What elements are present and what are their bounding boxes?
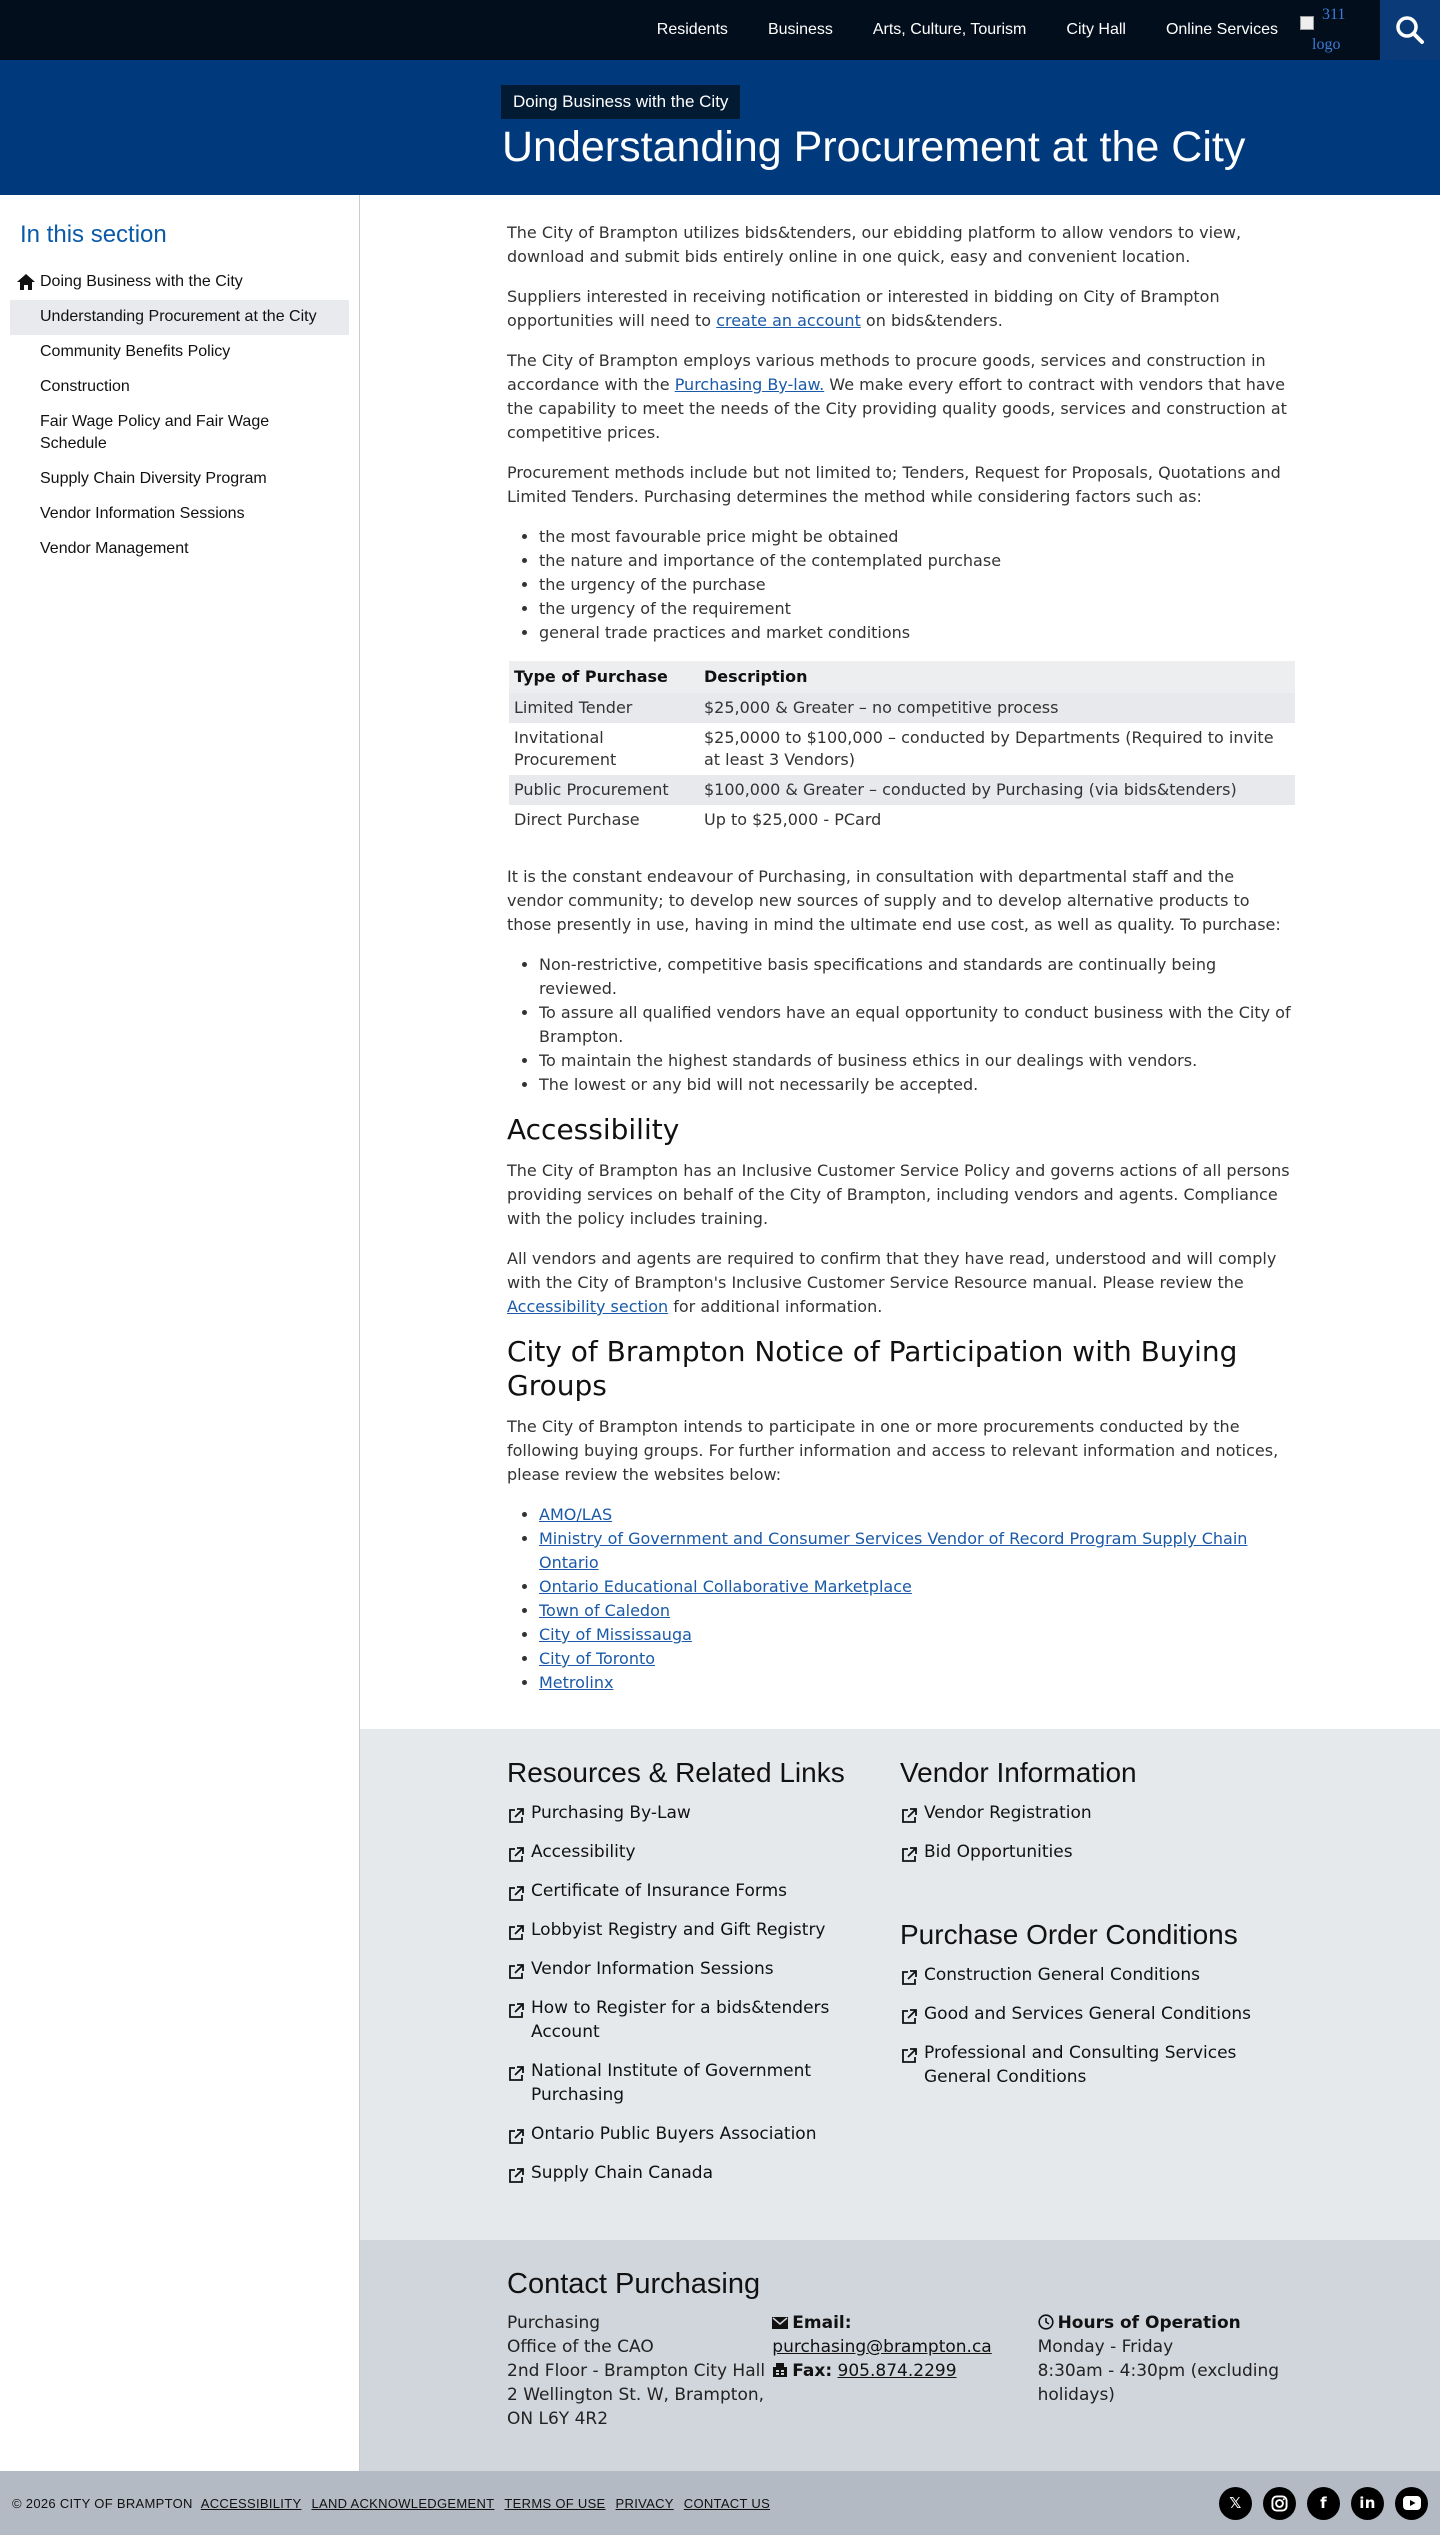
page-title: Understanding Procurement at the City xyxy=(502,123,1246,171)
resource-link[interactable]: National Institute of Government Purchasing xyxy=(507,2059,900,2107)
external-link-icon xyxy=(900,1846,918,1864)
buying-group-link[interactable]: AMO/LAS xyxy=(539,1505,613,1524)
home-icon xyxy=(16,273,36,291)
sidebar-item-construction[interactable]: Construction xyxy=(40,378,130,395)
footer-link-privacy[interactable]: PRIVACY xyxy=(615,2495,674,2511)
list-item xyxy=(539,1503,1292,1527)
table-cell: Public Procurement xyxy=(509,775,699,805)
external-link-icon xyxy=(507,2065,525,2083)
address-line: Purchasing xyxy=(507,2313,601,2333)
sidebar-item-label: Doing Business with the City xyxy=(40,273,243,290)
buying-group-link[interactable]: Ministry of Government and Consumer Services Vendor of Record Program Supply Chain Ontario xyxy=(539,1529,1248,1572)
resource-link[interactable]: Ontario Public Buyers Association xyxy=(507,2122,900,2146)
breadcrumb[interactable]: Doing Business with the City xyxy=(501,85,740,119)
clock-icon xyxy=(1038,2314,1054,2330)
list-item xyxy=(539,1623,1292,1647)
nav-online-services[interactable]: Online Services xyxy=(1165,21,1278,38)
column-header: Description xyxy=(699,661,1295,693)
table-cell: $25,0000 to $100,000 – conducted by Departments (Required to invite at least 3 Vendors) xyxy=(704,728,1274,769)
list-item: • To assure all qualified vendors have an equal opportunity to conduct business with the City of Brampton. xyxy=(539,1001,1292,1049)
buying-group-link[interactable]: Metrolinx xyxy=(539,1673,614,1692)
po-condition-link[interactable]: Professional and Consulting Services General Conditions xyxy=(900,2041,1293,2089)
fax-icon xyxy=(772,2362,788,2378)
list-item: • the nature and importance of the contemplated purchase xyxy=(539,549,1292,573)
resource-link[interactable]: Vendor Information Sessions xyxy=(507,1957,900,1981)
resource-link[interactable]: Accessibility xyxy=(507,1840,900,1864)
factors-list xyxy=(539,525,1292,645)
resource-link[interactable]: Purchasing By-Law xyxy=(507,1801,900,1825)
table-row xyxy=(509,805,1295,835)
resource-link[interactable]: Certificate of Insurance Forms xyxy=(507,1879,900,1903)
list-item xyxy=(539,1599,1292,1623)
nav-business[interactable]: Business xyxy=(767,21,833,38)
external-link-icon xyxy=(900,1807,918,1825)
copyright: © 2026 CITY OF BRAMPTON xyxy=(12,2495,193,2511)
list-item xyxy=(539,1575,1292,1599)
po-condition-link[interactable]: Construction General Conditions xyxy=(900,1963,1293,1987)
list-item xyxy=(539,1647,1292,1671)
youtube-icon[interactable] xyxy=(1395,2487,1428,2520)
methods-paragraph: Procurement methods include but not limited to; Tenders, Request for Proposals, Quotations and Limited Tenders. Purchasing determines the method while considering factors such as: xyxy=(507,463,1281,506)
table-header-row xyxy=(509,661,1295,693)
page-banner xyxy=(0,60,1440,195)
buying-group-link[interactable]: Town of Caledon xyxy=(539,1601,671,1620)
linkedin-icon[interactable]: in xyxy=(1351,2487,1384,2520)
accessibility-compliance-paragraph: All vendors and agents are required to confirm that they have read, understood and will comply with the City of Brampton's Inclusive Customer Service Resource manual. Please review the Accessibility section for additional information. xyxy=(507,1249,1277,1316)
facebook-icon[interactable]: f xyxy=(1307,2487,1340,2520)
top-navigation xyxy=(0,0,1440,60)
list-item: • Non-restrictive, competitive basis specifications and standards are continually being reviewed. xyxy=(539,953,1292,1001)
list-item: • the most favourable price might be obtained xyxy=(539,525,1292,549)
external-link-icon xyxy=(507,2002,525,2020)
footer-link-contact[interactable]: CONTACT US xyxy=(683,2495,771,2511)
fax-number[interactable]: 905.874.2299 xyxy=(837,2361,957,2381)
resources-heading: Resources & Related Links xyxy=(507,1757,845,1788)
related-links-section xyxy=(360,1729,1440,2240)
search-button[interactable] xyxy=(1380,0,1440,60)
list-item xyxy=(539,1527,1292,1575)
bylaw-paragraph: The City of Brampton employs various methods to procure goods, services and construction in accordance with the Purchasing By-law. We make every effort to contract with vendors that have the capability to meet the needs of the City providing quality goods, services and construction at competitive prices. xyxy=(507,351,1287,442)
table-row xyxy=(509,693,1295,723)
accessibility-policy-paragraph: The City of Brampton has an Inclusive Customer Service Policy and governs actions of all persons providing services on behalf of the City of Brampton, including vendors and agents. Compliance with the policy includes training. xyxy=(507,1161,1290,1228)
account-paragraph: Suppliers interested in receiving notification or interested in bidding on City of Brampton opportunities will need to create an account on bids&tenders. xyxy=(507,287,1220,330)
external-link-icon xyxy=(507,1924,525,1942)
sidebar-item-vendor-management[interactable]: Vendor Management xyxy=(40,540,189,557)
vendor-info-heading: Vendor Information xyxy=(900,1757,1137,1788)
nav-arts-culture-tourism[interactable]: Arts, Culture, Tourism xyxy=(872,21,1027,38)
intro-paragraph: The City of Brampton utilizes bids&tenders, our ebidding platform to allow vendors to view, download and submit bids entirely online in one quick, easy and convenient location. xyxy=(507,223,1242,266)
po-conditions-heading: Purchase Order Conditions xyxy=(900,1919,1238,1950)
sidebar-item-vendor-info-sessions[interactable]: Vendor Information Sessions xyxy=(40,505,245,522)
table-cell: $100,000 & Greater – conducted by Purchasing (via bids&tenders) xyxy=(699,775,1295,805)
vendor-column xyxy=(900,1757,1293,2200)
email-label: Email: xyxy=(792,2313,852,2333)
purchase-points-list xyxy=(539,953,1292,1097)
sidebar-heading: In this section xyxy=(20,221,167,248)
po-condition-link[interactable]: Good and Services General Conditions xyxy=(900,2002,1293,2026)
list-item: • the urgency of the purchase xyxy=(539,573,1292,597)
search-icon xyxy=(1395,15,1425,45)
address-line: 2 Wellington St. W, Brampton, ON L6Y 4R2 xyxy=(507,2385,765,2429)
contact-address xyxy=(507,2311,772,2431)
table-cell: Up to $25,000 - PCard xyxy=(704,810,882,829)
address-line: 2nd Floor - Brampton City Hall xyxy=(507,2361,766,2381)
footer-link-terms[interactable]: TERMS OF USE xyxy=(504,2495,606,2511)
contact-email-fax xyxy=(772,2311,1037,2431)
sidebar-item-understanding-procurement[interactable]: Understanding Procurement at the City xyxy=(10,300,349,335)
purchase-types-table xyxy=(509,661,1295,835)
external-link-icon xyxy=(507,1963,525,1981)
site-footer xyxy=(0,2471,1440,2535)
footer-link-accessibility[interactable]: ACCESSIBILITY xyxy=(200,2495,302,2511)
sidebar-item-supply-chain-diversity[interactable]: Supply Chain Diversity Program xyxy=(40,470,267,487)
external-link-icon xyxy=(507,2167,525,2185)
hours-time: 8:30am - 4:30pm (excluding holidays) xyxy=(1037,2361,1280,2405)
table-cell: $25,000 & Greater – no competitive process xyxy=(699,693,1295,723)
buying-group-link[interactable]: City of Mississauga xyxy=(539,1625,692,1644)
accessibility-heading: Accessibility xyxy=(507,1113,680,1146)
buying-groups-list xyxy=(539,1503,1292,1695)
resource-link[interactable]: Supply Chain Canada xyxy=(507,2161,900,2185)
accessibility-section-link[interactable]: Accessibility section xyxy=(507,1297,669,1316)
hours-label: Hours of Operation xyxy=(1057,2313,1241,2333)
main-content xyxy=(360,195,1440,2471)
resource-link[interactable]: How to Register for a bids&tenders Account xyxy=(507,1996,900,2044)
fax-label: Fax: xyxy=(792,2361,833,2381)
resource-link[interactable]: Lobbyist Registry and Gift Registry xyxy=(507,1918,900,1942)
column-header: Type of Purchase xyxy=(509,661,699,693)
buying-groups-paragraph: The City of Brampton intends to participate in one or more procurements conducted by the following buying groups. For further information and access to relevant information and notices, please review the websites below: xyxy=(507,1417,1279,1484)
resources-column xyxy=(507,1757,900,2200)
instagram-icon[interactable] xyxy=(1263,2487,1296,2520)
section-sidebar xyxy=(0,195,360,2471)
sidebar-item-home[interactable] xyxy=(10,265,349,300)
external-link-icon xyxy=(900,2008,918,2026)
external-link-icon xyxy=(507,2128,525,2146)
buying-groups-heading: City of Brampton Notice of Participation with Buying Groups xyxy=(507,1335,1238,1402)
endeavour-paragraph: It is the constant endeavour of Purchasing, in consultation with departmental staff and the vendor community; to develop new sources of supply and to develop alternative products to those presently in use, having in mind the ultimate end use cost, as well as quality. To purchase: xyxy=(507,867,1281,934)
logo-alt-text: logo xyxy=(1312,36,1341,53)
nav-residents[interactable]: Residents xyxy=(656,21,728,38)
hours-days: Monday - Friday xyxy=(1037,2337,1174,2357)
list-item: • To maintain the highest standards of business ethics in our dealings with vendors. xyxy=(539,1049,1292,1073)
external-link-icon xyxy=(900,1969,918,1987)
envelope-icon xyxy=(772,2316,788,2330)
buying-group-link[interactable]: City of Toronto xyxy=(539,1649,656,1668)
table-cell: Invitational Procurement xyxy=(514,728,617,769)
nav-city-hall[interactable]: City Hall xyxy=(1066,21,1126,38)
contact-heading: Contact Purchasing xyxy=(507,2268,761,2300)
list-item: • general trade practices and market conditions xyxy=(539,621,1292,645)
create-account-link[interactable]: create an account xyxy=(716,311,861,330)
vendor-link[interactable]: Vendor Registration xyxy=(900,1801,1293,1825)
list-item xyxy=(539,1671,1292,1695)
social-links xyxy=(1208,2487,1428,2520)
vendor-link[interactable]: Bid Opportunities xyxy=(900,1840,1293,1864)
list-item: • The lowest or any bid will not necessarily be accepted. xyxy=(539,1073,1292,1097)
address-line: Office of the CAO xyxy=(507,2337,654,2357)
external-link-icon xyxy=(507,1846,525,1864)
sidebar-item-fair-wage[interactable]: Fair Wage Policy and Fair Wage Schedule xyxy=(40,413,270,452)
list-item: • the urgency of the requirement xyxy=(539,597,1292,621)
311-logo-alt-text: 311 xyxy=(1322,6,1346,23)
contact-section xyxy=(360,2240,1440,2471)
table-cell: Limited Tender xyxy=(509,693,699,723)
table-cell: Direct Purchase xyxy=(514,810,640,829)
table-row xyxy=(509,723,1295,775)
external-link-icon xyxy=(507,1885,525,1903)
external-link-icon xyxy=(900,2047,918,2065)
sidebar-item-community-benefits[interactable]: Community Benefits Policy xyxy=(40,343,231,360)
email-link[interactable]: purchasing@brampton.ca xyxy=(772,2337,992,2357)
table-row xyxy=(509,775,1295,805)
buying-group-link[interactable]: Ontario Educational Collaborative Marketplace xyxy=(539,1577,912,1596)
contact-hours xyxy=(1038,2311,1293,2431)
footer-link-land-acknowledgement[interactable]: LAND ACKNOWLEDGEMENT xyxy=(311,2495,495,2511)
x-icon[interactable]: 𝕏 xyxy=(1219,2487,1252,2520)
main-menu xyxy=(617,0,1278,60)
purchasing-bylaw-link[interactable]: Purchasing By-law. xyxy=(674,375,825,394)
external-link-icon xyxy=(507,1807,525,1825)
